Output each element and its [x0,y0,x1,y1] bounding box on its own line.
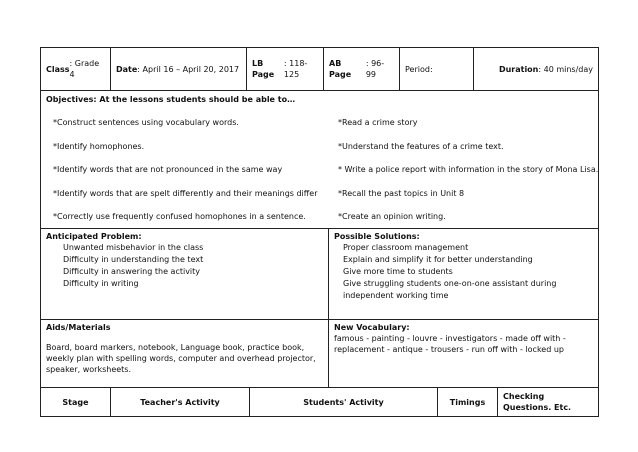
aids-materials-text: Board, board markers, notebook, Language book, practice book, weekly plan with spelling words, computer and overhead projector, speaker, worksheets. [46,343,316,374]
period-cell [400,48,474,90]
problem-item: Difficulty in understanding the text [63,255,204,264]
objective-item: *Create an opinion writing. [338,212,446,221]
possible-solutions-title: Possible Solutions: [334,232,420,241]
stage-header: Stage [41,388,111,416]
problem-item: Difficulty in answering the activity [63,267,201,276]
class-value: : Grade 4 [69,59,100,79]
header-row [41,48,598,91]
stage-header-row [41,388,598,416]
new-vocabulary-title: New Vocabulary: [334,323,410,332]
aids-vocabulary-row [41,320,598,388]
solution-item: Give more time to students [343,267,453,276]
solution-item: Proper classroom management [343,243,469,252]
objective-item: *Identify words that are spelt differently and their meanings differ [53,188,318,198]
objective-item: *Identify homophones. [53,141,145,151]
objectives-left-column [53,118,338,236]
possible-solutions-cell [329,229,598,319]
duration-value: : 40 mins/day [538,64,593,74]
ab-page-value: : 96-99 [365,59,385,79]
date-value: : April 16 – April 20, 2017 [137,64,240,74]
period-label: Period: [405,64,433,74]
new-vocabulary-text: famous - painting - louvre - investigators - made off with - replacement - antique - trousers - run off with - locked up [334,334,566,354]
anticipated-problems-cell [41,229,329,319]
ab-page-cell [324,48,400,90]
date-label: Date [116,64,138,74]
date-cell [111,48,247,90]
problems-solutions-row [41,229,598,320]
lb-page-cell [247,48,324,90]
lb-page-value: : 118-125 [283,59,308,79]
lb-page-label: LB Page [252,59,275,79]
objectives-row [41,91,598,229]
objective-item: * Write a police report with information in the story of Mona Lisa. [338,165,599,174]
objective-item: *Recall the past topics in Unit 8 [338,188,465,198]
new-vocabulary-cell [329,320,598,387]
solution-item: Give struggling students one-on-one assistant during [343,279,557,288]
class-label: Class [46,64,70,74]
objective-item: *Identify words that are not pronounced in the same way [53,165,283,174]
duration-cell [474,48,598,90]
problem-item: Difficulty in writing [63,279,139,288]
objective-item: *Read a crime story [338,118,418,127]
aids-materials-title: Aids/Materials [46,323,111,332]
timings-header: Timings [438,388,498,416]
aids-materials-cell [41,320,329,387]
objectives-right-column [338,118,603,236]
solution-item: independent working time [343,291,449,300]
anticipated-problems-title: Anticipated Problem: [46,232,142,241]
objective-item: *Construct sentences using vocabulary words. [53,118,239,127]
problem-item: Unwanted misbehavior in the class [63,243,204,252]
teacher-activity-header: Teacher's Activity [111,388,250,416]
duration-label: Duration [498,64,539,74]
lesson-plan-table [40,47,599,417]
solution-item: Explain and simplify it for better understanding [343,255,533,264]
ab-page-label: AB Page [329,59,352,79]
objective-item: *Correctly use frequently confused homophones in a sentence. [53,212,306,221]
objectives-title: Objectives: At the lessons students should be able to… [46,95,296,104]
class-cell [41,48,111,90]
checking-questions-header: Checking Questions. Etc. [503,392,572,412]
objective-item: *Understand the features of a crime text. [338,141,504,151]
students-activity-header: Students' Activity [250,388,438,416]
